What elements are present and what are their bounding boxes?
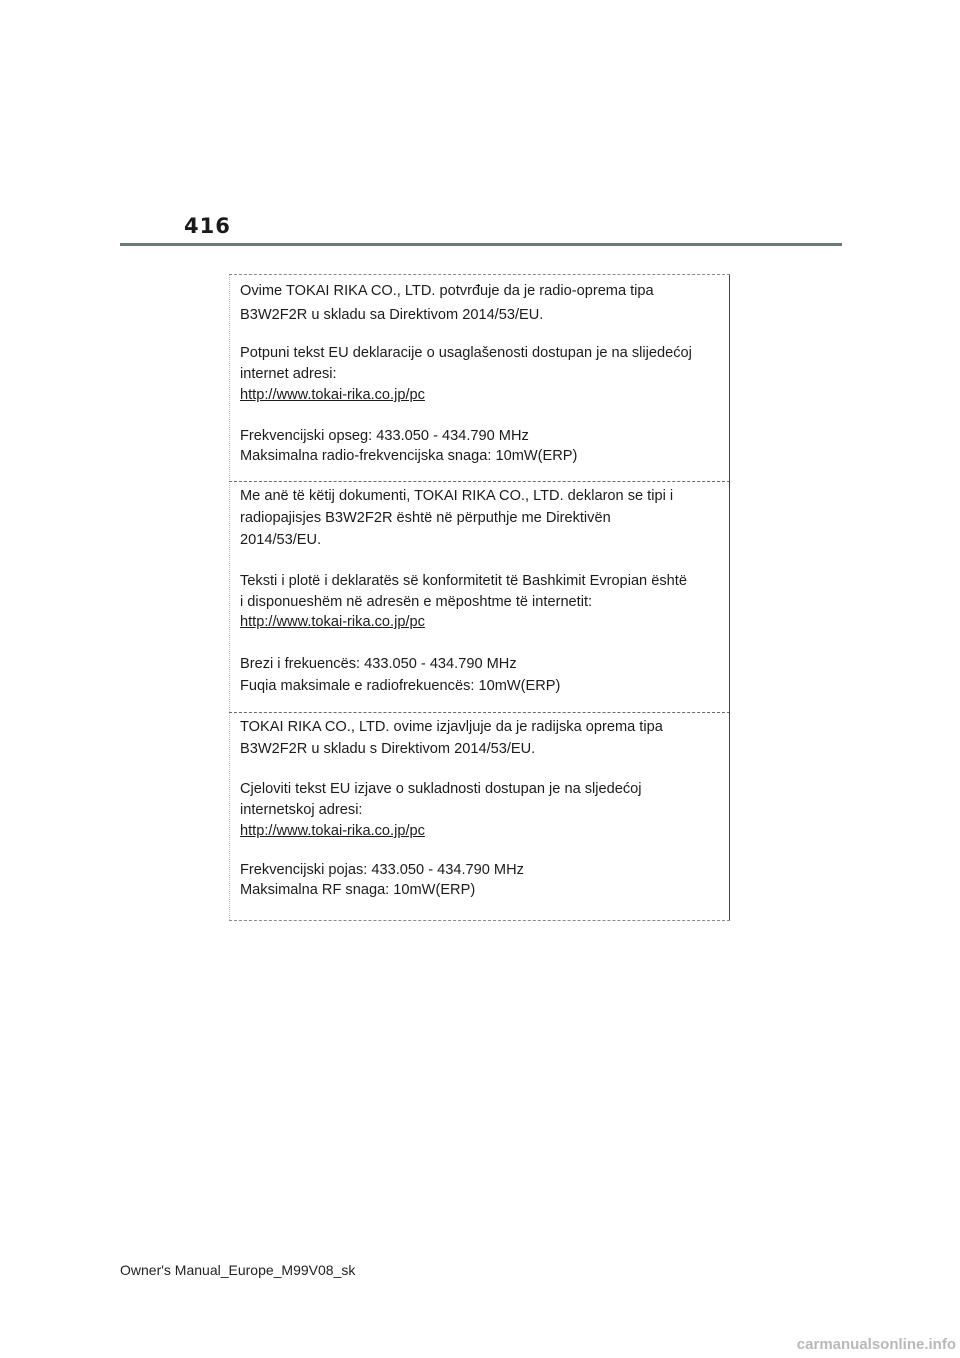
- declaration-text: i disponueshëm në adresën e mëposhtme të internetit:: [240, 594, 593, 610]
- declaration-link[interactable]: http://www.tokai-rika.co.jp/pc: [240, 823, 425, 839]
- watermark: carmanualsonline.info: [796, 1336, 956, 1353]
- declaration-text: Teksti i plotë i deklaratës së konformitetit të Bashkimit Evropian është: [240, 573, 687, 589]
- declaration-text: Potpuni tekst EU deklaracije o usaglašenosti dostupan je na slijedećoj: [240, 345, 692, 361]
- footer-manual-id: Owner's Manual_Europe_M99V08_sk: [120, 1262, 356, 1278]
- declaration-section-albanian: [229, 481, 730, 712]
- declaration-text: B3W2F2R u skladu s Direktivom 2014/53/EU.: [240, 741, 536, 757]
- page-number: 416: [184, 214, 231, 238]
- declaration-link[interactable]: http://www.tokai-rika.co.jp/pc: [240, 387, 425, 403]
- declaration-text: B3W2F2R u skladu sa Direktivom 2014/53/EU.: [240, 307, 544, 323]
- declaration-text: internet adresi:: [240, 366, 337, 382]
- declaration-text: Cjeloviti tekst EU izjave o sukladnosti dostupan je na sljedećoj: [240, 781, 642, 797]
- declaration-section-croatian: [229, 712, 730, 920]
- declaration-text: 2014/53/EU.: [240, 532, 322, 548]
- declaration-text: radiopajisjes B3W2F2R është në përputhje me Direktivën: [240, 510, 611, 526]
- declaration-text: Maksimalna RF snaga: 10mW(ERP): [240, 882, 476, 898]
- declaration-text: Fuqia maksimale e radiofrekuencës: 10mW(ERP): [240, 678, 561, 694]
- declaration-text: Frekvencijski opseg: 433.050 - 434.790 MHz: [240, 428, 529, 444]
- declaration-text: Brezi i frekuencës: 433.050 - 434.790 MHz: [240, 656, 517, 672]
- declaration-text: Frekvencijski pojas: 433.050 - 434.790 MHz: [240, 862, 524, 878]
- declaration-text: Ovime TOKAI RIKA CO., LTD. potvrđuje da je radio-oprema tipa: [240, 283, 654, 299]
- header-rule: [120, 243, 842, 246]
- declaration-text: Maksimalna radio-frekvencijska snaga: 10mW(ERP): [240, 448, 578, 464]
- declaration-section-bosnian: [229, 275, 730, 481]
- declaration-box: [229, 274, 730, 921]
- declaration-link[interactable]: http://www.tokai-rika.co.jp/pc: [240, 614, 425, 630]
- declaration-text: Me anë të këtij dokumenti, TOKAI RIKA CO., LTD. deklaron se tipi i: [240, 488, 674, 504]
- declaration-text: internetskoj adresi:: [240, 802, 363, 818]
- declaration-text: TOKAI RIKA CO., LTD. ovime izjavljuje da je radijska oprema tipa: [240, 719, 663, 735]
